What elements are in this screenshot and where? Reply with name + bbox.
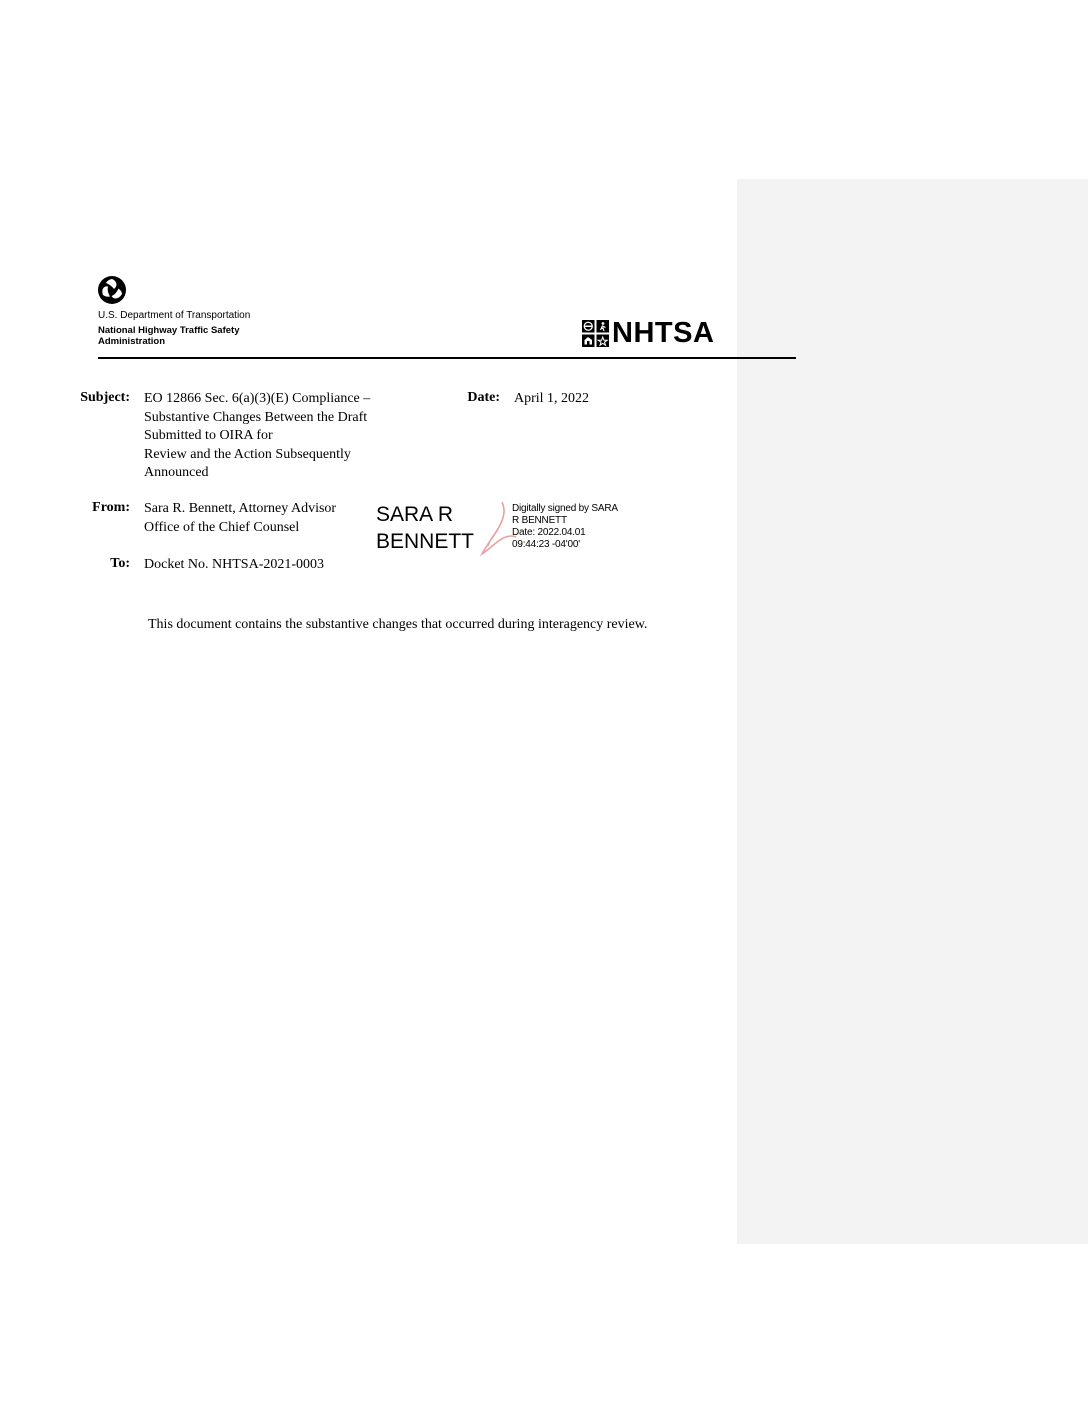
from-line: Office of the Chief Counsel — [144, 519, 300, 535]
body-paragraph: This document contains the substantive changes that occurred during interagency review. — [148, 617, 648, 632]
from-line: Sara R. Bennett, Attorney Advisor — [144, 501, 337, 516]
subject-line: Review and the Action Subsequently — [144, 446, 351, 462]
agency-block — [98, 310, 250, 347]
signature-name-line: SARA R — [376, 503, 454, 526]
subject-label: Subject: — [80, 390, 130, 405]
subject-line: EO 12866 Sec. 6(a)(3)(E) Compliance – — [144, 391, 371, 406]
date-label: Date: — [467, 390, 500, 405]
to-label: To: — [110, 556, 130, 571]
signature-name-line: BENNETT — [376, 530, 475, 553]
nhtsa-logo — [582, 318, 714, 348]
signature-name — [376, 501, 474, 555]
subject-value — [144, 390, 370, 483]
subject-line: Announced — [144, 465, 209, 481]
signature-detail-line: Date: 2022.04.01 — [512, 527, 586, 538]
from-label: From: — [92, 500, 130, 515]
comment-pane — [737, 179, 1088, 1244]
signature-detail-line: Digitally signed by SARA — [512, 503, 618, 514]
date-value: April 1, 2022 — [514, 391, 590, 406]
subject-line: Submitted to OIRA for — [144, 428, 273, 444]
header-rule — [98, 357, 796, 359]
signature-detail-line: R BENNETT — [512, 515, 567, 526]
administration-line-2: Administration — [98, 336, 166, 347]
signature-details — [512, 503, 618, 551]
department-name: U.S. Department of Transportation — [98, 310, 251, 321]
from-value — [144, 500, 336, 537]
nhtsa-emblem-icon — [582, 320, 609, 347]
dot-triskelion-icon — [97, 275, 127, 305]
subject-line: Substantive Changes Between the Draft — [144, 409, 368, 425]
nhtsa-wordmark: NHTSA — [612, 317, 715, 349]
to-value: Docket No. NHTSA-2021-0003 — [144, 557, 325, 572]
signature-detail-line: 09:44:23 -04'00' — [512, 539, 580, 550]
administration-line-1: National Highway Traffic Safety — [98, 325, 240, 336]
